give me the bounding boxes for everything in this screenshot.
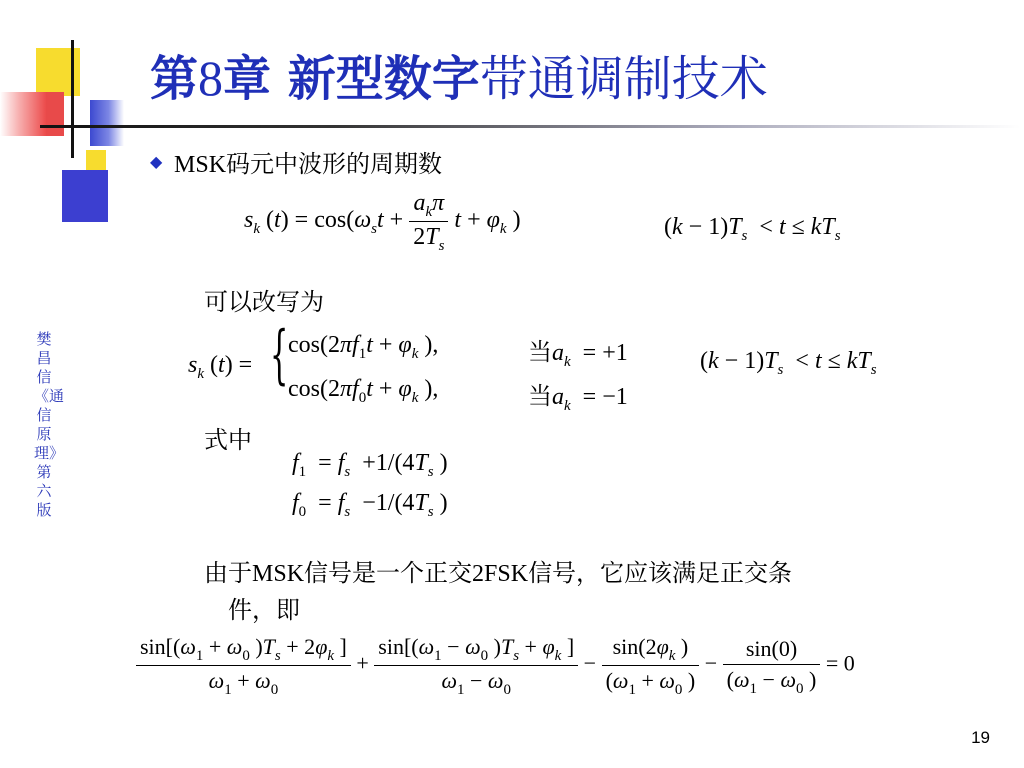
decor-blue-gradient — [90, 100, 124, 146]
brace-icon: { — [270, 318, 289, 392]
equation-piecewise-case1: $\cos(2\pi f_1t + \varphi_k$ ), — [288, 332, 439, 362]
equation-interval-1: $(k - 1)T_s < t \le kT_s$ — [664, 214, 841, 244]
slide-title — [150, 40, 768, 109]
title-prefix: 第 — [150, 51, 199, 107]
decor-red-gradient — [0, 92, 46, 136]
equation-orthogonality: $\frac{\sin[(\omega_1 + \omega_0 )T_s + 2\varphi_k ]}{\omega_1 + \omega_0}$ + $\frac{\sin[(\omega_1 - \omega_0 )T_s + \varphi_k ]}{\omega_1 - \omega_0}$ − $\frac{\sin(2\varphi_k )}{(\omega_1 + \omega_0 )}$ − $\frac{\sin(0)}{(\omega_1 - \omega_0 )}$ = 0 — [136, 632, 855, 699]
decor-blue-square — [62, 170, 108, 222]
bullet-text — [174, 144, 442, 179]
text-orthogonal-line2: 件，即 — [228, 596, 300, 624]
equation-condition-1: 当$a_k = +1$ — [528, 338, 628, 370]
bullet-text-latin: MSK — [174, 152, 227, 178]
text-orthogonal-line1: 由于MSK信号是一个正交2FSK信号，它应该满足正交条 — [204, 559, 793, 587]
equation-piecewise-case0: $\cos(2\pi f_0t + \varphi_k$ ), — [288, 376, 439, 406]
equation-f0: $f_0 = f_s -1/(4T_s$ ) — [292, 490, 448, 520]
equation-f1: $f_1 = f_s +1/(4T_s$ ) — [292, 450, 448, 480]
equation-sk-definition: $s_k$ $(t) = \cos(\omega_st$ + $\frac{a_k\pi}{2T_s}$ $t + \varphi_k$ ) — [244, 190, 521, 254]
equation-condition-0: 当$a_k = -1$ — [528, 382, 628, 414]
label-where: 式中 — [204, 426, 252, 454]
equation-interval-2: $(k - 1)T_s < t \le kT_s$ — [700, 348, 877, 378]
decor-vertical-line — [71, 40, 74, 158]
decor-red-square — [46, 92, 64, 136]
title-rest: 带通调制技术 — [479, 51, 768, 107]
decor-yellow-small — [86, 150, 106, 170]
sidebar-book-credit: 樊昌信《通信原理》第六版 — [34, 330, 65, 519]
title-bold-part: 章 新型数字 — [223, 51, 480, 107]
page-number: 19 — [971, 728, 990, 747]
decor-horizontal-line — [40, 125, 1020, 128]
label-rewrite: 可以改写为 — [204, 288, 324, 316]
equation-piecewise-lhs: $s_k$ (t) = — [188, 352, 253, 382]
bullet-text-cn: 码元中波形的周期数 — [226, 150, 443, 178]
bullet-icon: ◆ — [150, 152, 163, 171]
title-chapter-number: 8 — [198, 50, 224, 106]
